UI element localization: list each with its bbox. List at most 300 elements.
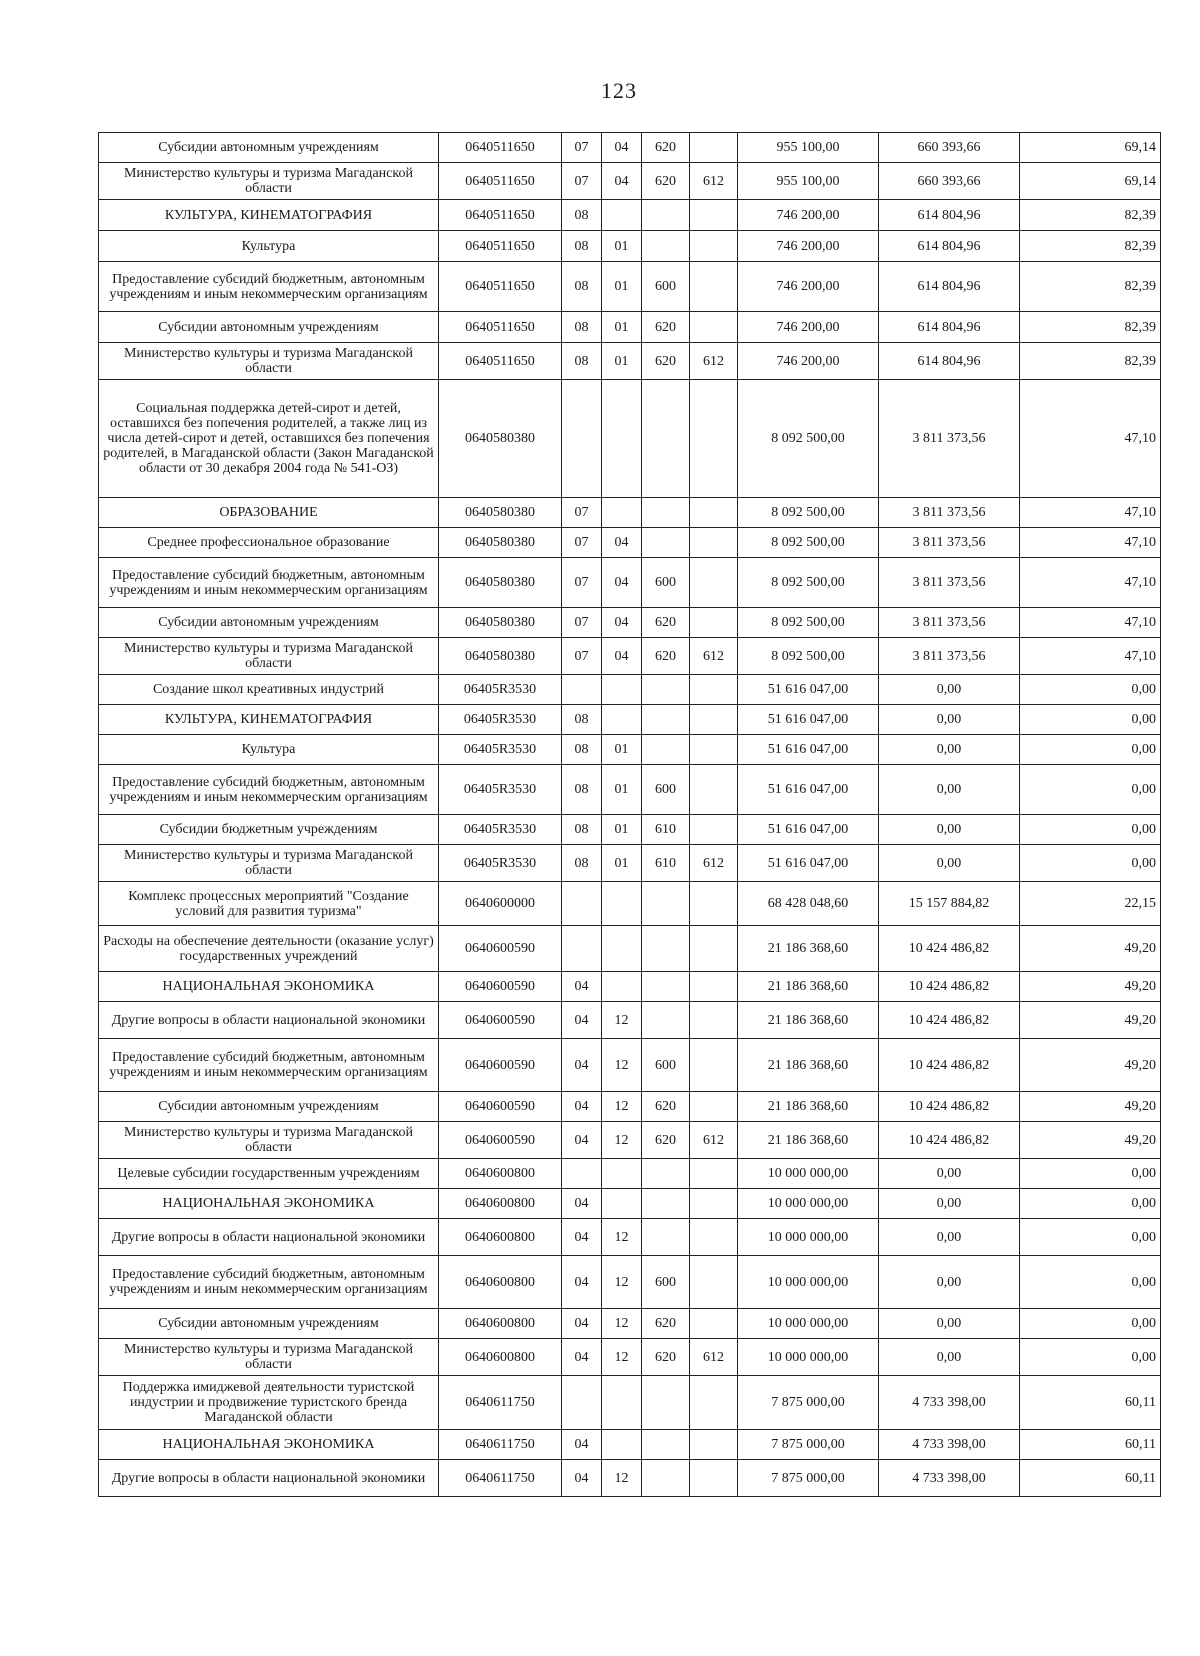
row-name: Предоставление субсидий бюджетным, автономным учреждениям и иным некоммерческим организациям	[99, 558, 439, 608]
row-subsection: 12	[602, 1122, 642, 1159]
row-admin-code	[690, 735, 738, 765]
row-section: 07	[562, 528, 602, 558]
row-execution-percent: 0,00	[1020, 1189, 1161, 1219]
row-execution-percent: 49,20	[1020, 926, 1161, 972]
table-row	[99, 498, 1161, 528]
row-name: Субсидии бюджетным учреждениям	[99, 815, 439, 845]
row-subsection: 04	[602, 638, 642, 675]
row-executed-amount: 614 804,96	[879, 343, 1020, 380]
row-code: 0640511650	[439, 133, 562, 163]
row-section: 04	[562, 972, 602, 1002]
row-name: НАЦИОНАЛЬНАЯ ЭКОНОМИКА	[99, 972, 439, 1002]
row-section: 04	[562, 1002, 602, 1039]
row-executed-amount: 10 424 486,82	[879, 1122, 1020, 1159]
row-subsection: 01	[602, 815, 642, 845]
row-name: Субсидии автономным учреждениям	[99, 608, 439, 638]
row-section: 04	[562, 1039, 602, 1092]
row-expense-type: 620	[642, 608, 690, 638]
row-expense-type: 620	[642, 1309, 690, 1339]
row-subsection	[602, 882, 642, 926]
row-subsection	[602, 1376, 642, 1430]
row-subsection	[602, 705, 642, 735]
row-code: 0640511650	[439, 163, 562, 200]
row-execution-percent: 49,20	[1020, 1092, 1161, 1122]
row-expense-type: 620	[642, 1339, 690, 1376]
row-name: Предоставление субсидий бюджетным, автономным учреждениям и иным некоммерческим организациям	[99, 262, 439, 312]
row-executed-amount: 0,00	[879, 845, 1020, 882]
row-admin-code	[690, 1309, 738, 1339]
row-expense-type	[642, 972, 690, 1002]
row-expense-type	[642, 1430, 690, 1460]
row-planned-amount: 746 200,00	[738, 231, 879, 262]
row-admin-code	[690, 498, 738, 528]
row-execution-percent: 47,10	[1020, 608, 1161, 638]
row-subsection	[602, 1159, 642, 1189]
row-name: Министерство культуры и туризма Магаданской области	[99, 1339, 439, 1376]
table-row	[99, 1002, 1161, 1039]
row-code: 0640600590	[439, 972, 562, 1002]
row-expense-type: 620	[642, 312, 690, 343]
row-planned-amount: 955 100,00	[738, 133, 879, 163]
row-section	[562, 882, 602, 926]
row-admin-code	[690, 1159, 738, 1189]
row-executed-amount: 0,00	[879, 1159, 1020, 1189]
row-admin-code	[690, 1460, 738, 1497]
row-subsection: 01	[602, 312, 642, 343]
row-code: 0640511650	[439, 200, 562, 231]
row-section: 04	[562, 1256, 602, 1309]
row-subsection: 04	[602, 133, 642, 163]
row-code: 0640580380	[439, 380, 562, 498]
row-execution-percent: 0,00	[1020, 1309, 1161, 1339]
row-executed-amount: 3 811 373,56	[879, 528, 1020, 558]
row-planned-amount: 10 000 000,00	[738, 1339, 879, 1376]
row-subsection	[602, 1189, 642, 1219]
row-section: 04	[562, 1339, 602, 1376]
row-name: Субсидии автономным учреждениям	[99, 312, 439, 343]
row-admin-code: 612	[690, 1339, 738, 1376]
row-planned-amount: 51 616 047,00	[738, 705, 879, 735]
row-execution-percent: 82,39	[1020, 312, 1161, 343]
row-section: 08	[562, 765, 602, 815]
row-name: Культура	[99, 231, 439, 262]
table-row	[99, 558, 1161, 608]
row-expense-type	[642, 1002, 690, 1039]
row-subsection: 12	[602, 1039, 642, 1092]
row-executed-amount: 0,00	[879, 735, 1020, 765]
row-code: 0640511650	[439, 343, 562, 380]
row-section: 04	[562, 1219, 602, 1256]
row-section: 08	[562, 815, 602, 845]
table-row	[99, 815, 1161, 845]
row-admin-code	[690, 231, 738, 262]
row-execution-percent: 49,20	[1020, 972, 1161, 1002]
table-row	[99, 972, 1161, 1002]
row-execution-percent: 82,39	[1020, 262, 1161, 312]
row-executed-amount: 0,00	[879, 705, 1020, 735]
row-execution-percent: 69,14	[1020, 133, 1161, 163]
row-planned-amount: 21 186 368,60	[738, 1039, 879, 1092]
row-planned-amount: 746 200,00	[738, 262, 879, 312]
row-expense-type	[642, 1460, 690, 1497]
table-row	[99, 765, 1161, 815]
table-row	[99, 1189, 1161, 1219]
row-planned-amount: 21 186 368,60	[738, 1092, 879, 1122]
row-executed-amount: 4 733 398,00	[879, 1460, 1020, 1497]
table-row	[99, 163, 1161, 200]
page-number: 123	[601, 78, 637, 103]
table-row	[99, 1309, 1161, 1339]
row-expense-type	[642, 528, 690, 558]
row-subsection: 01	[602, 735, 642, 765]
table-row	[99, 638, 1161, 675]
row-admin-code	[690, 1092, 738, 1122]
row-planned-amount: 10 000 000,00	[738, 1159, 879, 1189]
row-executed-amount: 0,00	[879, 1339, 1020, 1376]
row-admin-code	[690, 882, 738, 926]
table-row	[99, 1256, 1161, 1309]
row-section: 07	[562, 638, 602, 675]
row-planned-amount: 8 092 500,00	[738, 498, 879, 528]
row-execution-percent: 0,00	[1020, 705, 1161, 735]
row-execution-percent: 60,11	[1020, 1460, 1161, 1497]
row-code: 0640511650	[439, 231, 562, 262]
row-name: Социальная поддержка детей-сирот и детей, оставшихся без попечения родителей, а также лиц из числа детей-сирот и детей, оставшихся без попечения родителей, в Магаданской области (Закон Магаданской области от 30 декабря 2004 года № 541-ОЗ)	[99, 380, 439, 498]
row-expense-type: 600	[642, 262, 690, 312]
row-subsection: 12	[602, 1339, 642, 1376]
row-name: Министерство культуры и туризма Магаданской области	[99, 163, 439, 200]
table-row	[99, 608, 1161, 638]
row-planned-amount: 21 186 368,60	[738, 972, 879, 1002]
row-subsection: 04	[602, 528, 642, 558]
row-name: Предоставление субсидий бюджетным, автономным учреждениям и иным некоммерческим организациям	[99, 1256, 439, 1309]
row-admin-code	[690, 608, 738, 638]
row-code: 0640580380	[439, 638, 562, 675]
row-executed-amount: 3 811 373,56	[879, 608, 1020, 638]
row-name: Культура	[99, 735, 439, 765]
row-planned-amount: 10 000 000,00	[738, 1256, 879, 1309]
row-name: Министерство культуры и туризма Магаданской области	[99, 638, 439, 675]
row-executed-amount: 0,00	[879, 765, 1020, 815]
table-row	[99, 1122, 1161, 1159]
row-execution-percent: 0,00	[1020, 675, 1161, 705]
row-execution-percent: 0,00	[1020, 1159, 1161, 1189]
row-expense-type: 620	[642, 638, 690, 675]
row-executed-amount: 0,00	[879, 1189, 1020, 1219]
row-admin-code	[690, 765, 738, 815]
row-execution-percent: 60,11	[1020, 1376, 1161, 1430]
row-section: 07	[562, 498, 602, 528]
row-name: Расходы на обеспечение деятельности (оказание услуг) государственных учреждений	[99, 926, 439, 972]
row-section	[562, 380, 602, 498]
row-code: 0640611750	[439, 1376, 562, 1430]
row-planned-amount: 51 616 047,00	[738, 845, 879, 882]
row-planned-amount: 21 186 368,60	[738, 1122, 879, 1159]
row-admin-code: 612	[690, 1122, 738, 1159]
row-code: 0640611750	[439, 1430, 562, 1460]
table-row	[99, 675, 1161, 705]
row-section: 08	[562, 262, 602, 312]
row-planned-amount: 7 875 000,00	[738, 1430, 879, 1460]
row-planned-amount: 746 200,00	[738, 312, 879, 343]
row-name: Создание школ креативных индустрий	[99, 675, 439, 705]
row-code: 06405R3530	[439, 705, 562, 735]
row-subsection: 12	[602, 1092, 642, 1122]
row-executed-amount: 15 157 884,82	[879, 882, 1020, 926]
row-code: 06405R3530	[439, 765, 562, 815]
row-expense-type	[642, 1219, 690, 1256]
row-expense-type: 610	[642, 845, 690, 882]
row-code: 06405R3530	[439, 735, 562, 765]
row-section: 08	[562, 705, 602, 735]
table-row	[99, 200, 1161, 231]
row-execution-percent: 47,10	[1020, 638, 1161, 675]
row-name: Предоставление субсидий бюджетным, автономным учреждениям и иным некоммерческим организациям	[99, 765, 439, 815]
row-code: 0640580380	[439, 498, 562, 528]
row-code: 0640580380	[439, 528, 562, 558]
row-planned-amount: 51 616 047,00	[738, 765, 879, 815]
row-planned-amount: 746 200,00	[738, 200, 879, 231]
row-subsection	[602, 675, 642, 705]
row-expense-type	[642, 1189, 690, 1219]
row-name: Другие вопросы в области национальной экономики	[99, 1002, 439, 1039]
row-admin-code: 612	[690, 343, 738, 380]
row-code: 0640611750	[439, 1460, 562, 1497]
row-executed-amount: 10 424 486,82	[879, 972, 1020, 1002]
row-admin-code	[690, 815, 738, 845]
table-row	[99, 1039, 1161, 1092]
row-admin-code	[690, 705, 738, 735]
row-execution-percent: 49,20	[1020, 1122, 1161, 1159]
row-section: 07	[562, 558, 602, 608]
row-execution-percent: 47,10	[1020, 380, 1161, 498]
row-execution-percent: 82,39	[1020, 200, 1161, 231]
row-section: 07	[562, 608, 602, 638]
table-row	[99, 1339, 1161, 1376]
row-admin-code	[690, 558, 738, 608]
row-admin-code	[690, 1002, 738, 1039]
row-planned-amount: 8 092 500,00	[738, 558, 879, 608]
row-code: 0640600800	[439, 1256, 562, 1309]
row-subsection	[602, 498, 642, 528]
row-execution-percent: 82,39	[1020, 343, 1161, 380]
row-expense-type	[642, 675, 690, 705]
row-expense-type: 610	[642, 815, 690, 845]
table-row	[99, 735, 1161, 765]
table-row	[99, 926, 1161, 972]
row-expense-type	[642, 926, 690, 972]
row-section: 08	[562, 231, 602, 262]
row-expense-type: 600	[642, 1039, 690, 1092]
row-name: НАЦИОНАЛЬНАЯ ЭКОНОМИКА	[99, 1189, 439, 1219]
table-row	[99, 312, 1161, 343]
row-executed-amount: 3 811 373,56	[879, 558, 1020, 608]
row-section: 04	[562, 1189, 602, 1219]
row-execution-percent: 0,00	[1020, 735, 1161, 765]
table-row	[99, 133, 1161, 163]
row-subsection: 01	[602, 845, 642, 882]
row-planned-amount: 8 092 500,00	[738, 380, 879, 498]
row-expense-type	[642, 380, 690, 498]
row-code: 0640600590	[439, 926, 562, 972]
table-row	[99, 1092, 1161, 1122]
row-subsection: 12	[602, 1256, 642, 1309]
row-expense-type	[642, 882, 690, 926]
row-section: 04	[562, 1309, 602, 1339]
row-executed-amount: 10 424 486,82	[879, 1092, 1020, 1122]
row-admin-code	[690, 200, 738, 231]
row-code: 0640600800	[439, 1219, 562, 1256]
row-executed-amount: 0,00	[879, 675, 1020, 705]
row-subsection: 12	[602, 1219, 642, 1256]
row-executed-amount: 614 804,96	[879, 231, 1020, 262]
row-subsection: 12	[602, 1002, 642, 1039]
row-execution-percent: 49,20	[1020, 1002, 1161, 1039]
row-admin-code	[690, 675, 738, 705]
row-expense-type	[642, 1376, 690, 1430]
row-admin-code	[690, 1219, 738, 1256]
row-code: 0640511650	[439, 312, 562, 343]
row-executed-amount: 0,00	[879, 815, 1020, 845]
row-expense-type: 620	[642, 1092, 690, 1122]
row-name: Поддержка имиджевой деятельности туристской индустрии и продвижение туристского бренда Магаданской области	[99, 1376, 439, 1430]
row-admin-code	[690, 528, 738, 558]
row-code: 0640511650	[439, 262, 562, 312]
row-admin-code	[690, 1189, 738, 1219]
row-admin-code	[690, 1256, 738, 1309]
row-name: КУЛЬТУРА, КИНЕМАТОГРАФИЯ	[99, 200, 439, 231]
row-section	[562, 1376, 602, 1430]
row-code: 0640600800	[439, 1309, 562, 1339]
row-subsection: 01	[602, 343, 642, 380]
row-executed-amount: 0,00	[879, 1256, 1020, 1309]
row-name: НАЦИОНАЛЬНАЯ ЭКОНОМИКА	[99, 1430, 439, 1460]
row-code: 0640580380	[439, 558, 562, 608]
row-section	[562, 926, 602, 972]
row-name: Предоставление субсидий бюджетным, автономным учреждениям и иным некоммерческим организациям	[99, 1039, 439, 1092]
row-execution-percent: 47,10	[1020, 498, 1161, 528]
row-code: 0640600800	[439, 1339, 562, 1376]
row-planned-amount: 8 092 500,00	[738, 608, 879, 638]
row-subsection: 04	[602, 608, 642, 638]
row-name: ОБРАЗОВАНИЕ	[99, 498, 439, 528]
row-executed-amount: 3 811 373,56	[879, 638, 1020, 675]
row-expense-type	[642, 735, 690, 765]
row-admin-code	[690, 1039, 738, 1092]
row-planned-amount: 51 616 047,00	[738, 815, 879, 845]
row-planned-amount: 10 000 000,00	[738, 1219, 879, 1256]
row-executed-amount: 10 424 486,82	[879, 1002, 1020, 1039]
budget-table	[98, 132, 1161, 1497]
table-row	[99, 705, 1161, 735]
table-row	[99, 1219, 1161, 1256]
row-executed-amount: 660 393,66	[879, 163, 1020, 200]
row-code: 0640600590	[439, 1039, 562, 1092]
row-code: 0640580380	[439, 608, 562, 638]
table-row	[99, 380, 1161, 498]
table-row	[99, 262, 1161, 312]
row-expense-type: 620	[642, 163, 690, 200]
row-name: КУЛЬТУРА, КИНЕМАТОГРАФИЯ	[99, 705, 439, 735]
row-planned-amount: 51 616 047,00	[738, 675, 879, 705]
row-execution-percent: 0,00	[1020, 1339, 1161, 1376]
row-expense-type	[642, 200, 690, 231]
row-expense-type	[642, 498, 690, 528]
row-subsection: 12	[602, 1309, 642, 1339]
row-executed-amount: 10 424 486,82	[879, 926, 1020, 972]
row-section: 08	[562, 845, 602, 882]
row-execution-percent: 0,00	[1020, 1256, 1161, 1309]
row-execution-percent: 0,00	[1020, 765, 1161, 815]
row-planned-amount: 7 875 000,00	[738, 1376, 879, 1430]
row-admin-code	[690, 312, 738, 343]
table-row	[99, 1376, 1161, 1430]
row-expense-type: 600	[642, 558, 690, 608]
row-planned-amount: 7 875 000,00	[738, 1460, 879, 1497]
table-row	[99, 231, 1161, 262]
row-execution-percent: 22,15	[1020, 882, 1161, 926]
row-planned-amount: 10 000 000,00	[738, 1189, 879, 1219]
row-subsection	[602, 1430, 642, 1460]
row-planned-amount: 21 186 368,60	[738, 1002, 879, 1039]
row-section	[562, 1159, 602, 1189]
row-execution-percent: 0,00	[1020, 1219, 1161, 1256]
row-subsection	[602, 380, 642, 498]
row-code: 0640600590	[439, 1092, 562, 1122]
row-code: 0640600000	[439, 882, 562, 926]
row-admin-code	[690, 262, 738, 312]
row-admin-code	[690, 380, 738, 498]
table-row	[99, 1460, 1161, 1497]
row-planned-amount: 10 000 000,00	[738, 1309, 879, 1339]
row-code: 0640600590	[439, 1122, 562, 1159]
row-name: Министерство культуры и туризма Магаданской области	[99, 1122, 439, 1159]
table-row	[99, 343, 1161, 380]
row-section	[562, 675, 602, 705]
row-section: 08	[562, 312, 602, 343]
row-code: 0640600590	[439, 1002, 562, 1039]
row-subsection: 12	[602, 1460, 642, 1497]
row-admin-code: 612	[690, 163, 738, 200]
row-name: Субсидии автономным учреждениям	[99, 1309, 439, 1339]
row-executed-amount: 4 733 398,00	[879, 1376, 1020, 1430]
row-name: Среднее профессиональное образование	[99, 528, 439, 558]
row-name: Министерство культуры и туризма Магаданской области	[99, 343, 439, 380]
row-executed-amount: 4 733 398,00	[879, 1430, 1020, 1460]
row-subsection: 01	[602, 231, 642, 262]
row-execution-percent: 47,10	[1020, 528, 1161, 558]
row-executed-amount: 3 811 373,56	[879, 380, 1020, 498]
row-code: 06405R3530	[439, 815, 562, 845]
table-row	[99, 882, 1161, 926]
table-row	[99, 1430, 1161, 1460]
row-section: 07	[562, 133, 602, 163]
row-execution-percent: 0,00	[1020, 845, 1161, 882]
row-name: Целевые субсидии государственным учреждениям	[99, 1159, 439, 1189]
row-admin-code: 612	[690, 638, 738, 675]
row-subsection: 01	[602, 262, 642, 312]
row-section: 04	[562, 1430, 602, 1460]
row-execution-percent: 69,14	[1020, 163, 1161, 200]
row-section: 04	[562, 1122, 602, 1159]
row-admin-code	[690, 1376, 738, 1430]
row-planned-amount: 746 200,00	[738, 343, 879, 380]
row-expense-type	[642, 231, 690, 262]
row-name: Субсидии автономным учреждениям	[99, 133, 439, 163]
row-admin-code	[690, 133, 738, 163]
row-subsection	[602, 926, 642, 972]
row-expense-type: 620	[642, 1122, 690, 1159]
